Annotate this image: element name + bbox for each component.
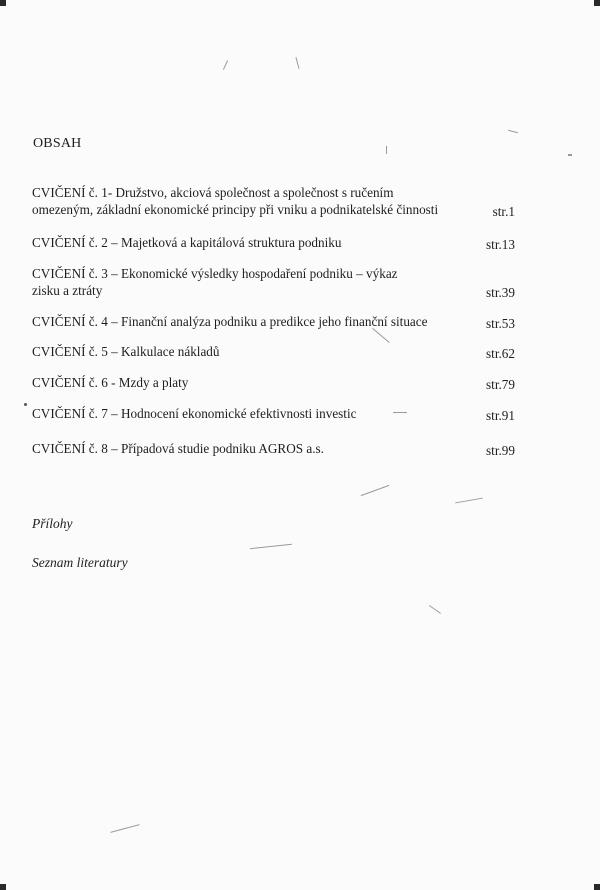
- toc-entry-page: str.99: [486, 443, 515, 458]
- appendix-literatura: Seznam literatury: [32, 555, 128, 570]
- toc-entry-title: [32, 184, 472, 218]
- appendix-prilohy: Přílohy: [32, 516, 73, 531]
- scan-corner-mark: [594, 0, 600, 6]
- toc-entry: [32, 440, 519, 458]
- toc-entry-page: str.13: [486, 237, 515, 252]
- toc-entry-title: [32, 440, 472, 457]
- toc-entry-title: [32, 313, 472, 330]
- scan-speck: [429, 605, 441, 614]
- toc-entry: [32, 184, 519, 220]
- scan-corner-mark: [594, 884, 600, 890]
- toc-entry-page: str.62: [486, 346, 515, 361]
- scan-speck: [455, 498, 483, 504]
- toc-entry-title-line: zisku a ztráty: [32, 283, 103, 298]
- scan-speck: [250, 544, 292, 549]
- toc-entry-page: str.53: [486, 316, 515, 331]
- toc-entry-title-line: CVIČENÍ č. 6 - Mzdy a platy: [32, 375, 189, 390]
- toc-entry-title-line: CVIČENÍ č. 2 – Majetková a kapitálová struktura podniku: [32, 235, 342, 250]
- toc-entry-page: str.91: [486, 408, 515, 423]
- scan-speck: [361, 485, 390, 496]
- toc-entry-page: str.79: [486, 377, 515, 392]
- toc-entry-title-line: CVIČENÍ č. 8 – Případová studie podniku AGROS a.s.: [32, 441, 324, 456]
- scan-corner-mark: [0, 884, 6, 890]
- scan-speck: [110, 824, 139, 833]
- toc-entry: [32, 313, 519, 331]
- toc-entry-title-line: omezeným, základní ekonomické principy při vniku a podnikatelské činnosti: [32, 202, 439, 217]
- toc-entry-title-line: CVIČENÍ č. 5 – Kalkulace nákladů: [32, 344, 220, 359]
- toc-entry-title: [32, 234, 472, 251]
- toc-entry-title: [32, 265, 472, 299]
- toc-entry: [32, 405, 519, 423]
- toc-entry-title-line: CVIČENÍ č. 3 – Ekonomické výsledky hospodaření podniku – výkaz: [32, 266, 398, 281]
- toc-entry: [32, 265, 519, 301]
- toc-entry-page: str.1: [492, 204, 515, 219]
- toc-entry-title-line: CVIČENÍ č. 7 – Hodnocení ekonomické efektivnosti investic: [32, 406, 357, 421]
- toc-entry-title: [32, 374, 472, 391]
- toc-entry-title: [32, 405, 472, 422]
- scan-speck: [568, 154, 572, 156]
- toc-entry-title-line: CVIČENÍ č. 4 – Finanční analýza podniku a predikce jeho finanční situace: [32, 314, 428, 329]
- toc-entry-page: str.39: [486, 285, 515, 300]
- toc-entry-title-line: CVIČENÍ č. 1- Družstvo, akciová společnost a společnost s ručením: [32, 185, 394, 200]
- scan-speck: [24, 403, 27, 406]
- scan-speck: [295, 57, 299, 69]
- scan-corner-mark: [0, 0, 6, 6]
- toc-entry: [32, 374, 519, 392]
- toc-entry: [32, 234, 519, 252]
- toc-entry: [32, 343, 519, 361]
- scan-speck: [223, 60, 228, 69]
- toc-entry-title: [32, 343, 472, 360]
- scan-speck: [508, 130, 518, 134]
- scan-speck: [386, 146, 387, 154]
- toc-heading: OBSAH: [33, 136, 82, 151]
